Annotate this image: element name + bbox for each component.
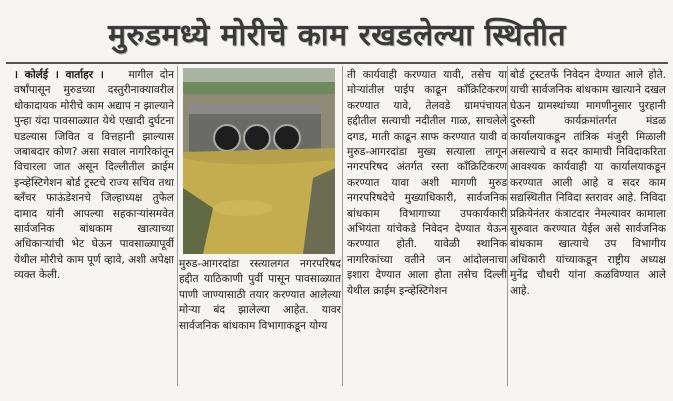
article-column-3: [347, 68, 507, 388]
article-column-1: [14, 68, 174, 388]
article-column-4: [510, 68, 666, 388]
column-1-text: मागील दोन वर्षांपासून मुरुडच्या दस्तुरीनाक्यावरील धोकादायक मोरीचे काम अद्याप न झाल्याने पुन्हा यंदा पावसाळ्यात येथे एखादी दुर्घटना घडल्यास जिवित व वित्तहानी झाल्यास जबाबदार कोण? असा सवाल नागरिकांतून विचारला जात असून दिल्लीतील क्राईम इन्व्हेस्टिगेशन बोर्ड ट्रस्टचे राज्य सचिव तथा ब्लॅंचर फाऊंडेशनचे जिल्हाध्यक्ष तुफेल दामाद यांनी आपल्या सहकाऱ्यांसमवेत सार्वजनिक बांधकाम खात्याच्या अधिकाऱ्यांची भेट घेऊन पावसाळ्यापूर्वी येथील मोरीचे काम पूर्ण व्हावे, अशी अपेक्षा व्यक्त केली.: [14, 69, 174, 282]
culvert-photo: [183, 68, 335, 254]
column-3-text: ती कार्यवाही करण्यात यावी, तसेच या मोऱ्यांतील पाईप काढून काँक्रिटिकरण करण्यात यावे, तेलवडे ग्रामपंचायत हद्दीतील सत्याची नदीतील गाळ, साचलेले दगड, माती काढून साफ करण्यात यावी व मुरुड-आगरदांडा मुख्य सत्याला लागून नगरपरिषद अंतर्गत रस्ता काँक्रिटिकरण करण्यात यावा अशी मागणी मुरुड नगरपरिषदेचे मुख्याधिकारी, सार्वजनिक बांधकाम विभागाच्या उपकार्यकारी अभियंता यांचेकडे निवेदन देण्यात येऊन करण्यात होती. यावेळी स्थानिक नागरिकांच्या वतीने जन आंदोलनाचा इशारा देण्यात आला होता तसेच दिल्ली येथील क्राईम इन्व्हेस्टिगेशन: [347, 69, 507, 297]
column-4-text: बोर्ड ट्रस्टतर्फे निवेदन देण्यात आले होते. याची सार्वजनिक बांधकाम खात्याने दखल घेऊन ग्रामस्थांच्या मागणीनुसार पुरहानी दुरुस्ती कार्यक्रमांतर्गत मंडळ कार्यालयाकडून तांत्रिक मंजुरी मिळाली असल्याचे व सदर कामाची निविदाकरिता आवश्यक कार्यवाही या कार्यालयाकडून करण्यात आली आहे व सदर काम सद्यस्थितीत निविदा स्तरावर आहे. निविदा प्रक्रियेनंतर कंत्राटदार नेमल्यावर कामाला सुरुवात करण्यात येईल असे सार्वजनिक बांधकाम खात्याचे उप विभागीय अधिकारी यांच्याकडून राष्ट्रीय अध्यक्ष मुनेंद्र चौधरी यांना कळविण्यात आले आहे.: [510, 69, 666, 297]
dateline: । कोर्लई । वार्ताहर ।: [14, 69, 104, 81]
headline: मुरुडमध्ये मोरीचे काम रखडलेल्या स्थितीत: [6, 4, 668, 64]
photo-caption: मुरुड-आगरदांडा रस्त्यालगत नगरपरिषद हद्दीत याठिकाणी पुर्वी पासून पावसाळ्यात पाणी जाण्यासाठी तयार करण्यात आलेल्या मोऱ्या बंद झालेल्या आहेत. यावर सार्वजनिक बांधकाम विभागाकडून योग्य: [179, 258, 341, 332]
column-divider: [507, 66, 508, 386]
column-divider: [342, 66, 343, 386]
column-divider: [177, 66, 178, 386]
